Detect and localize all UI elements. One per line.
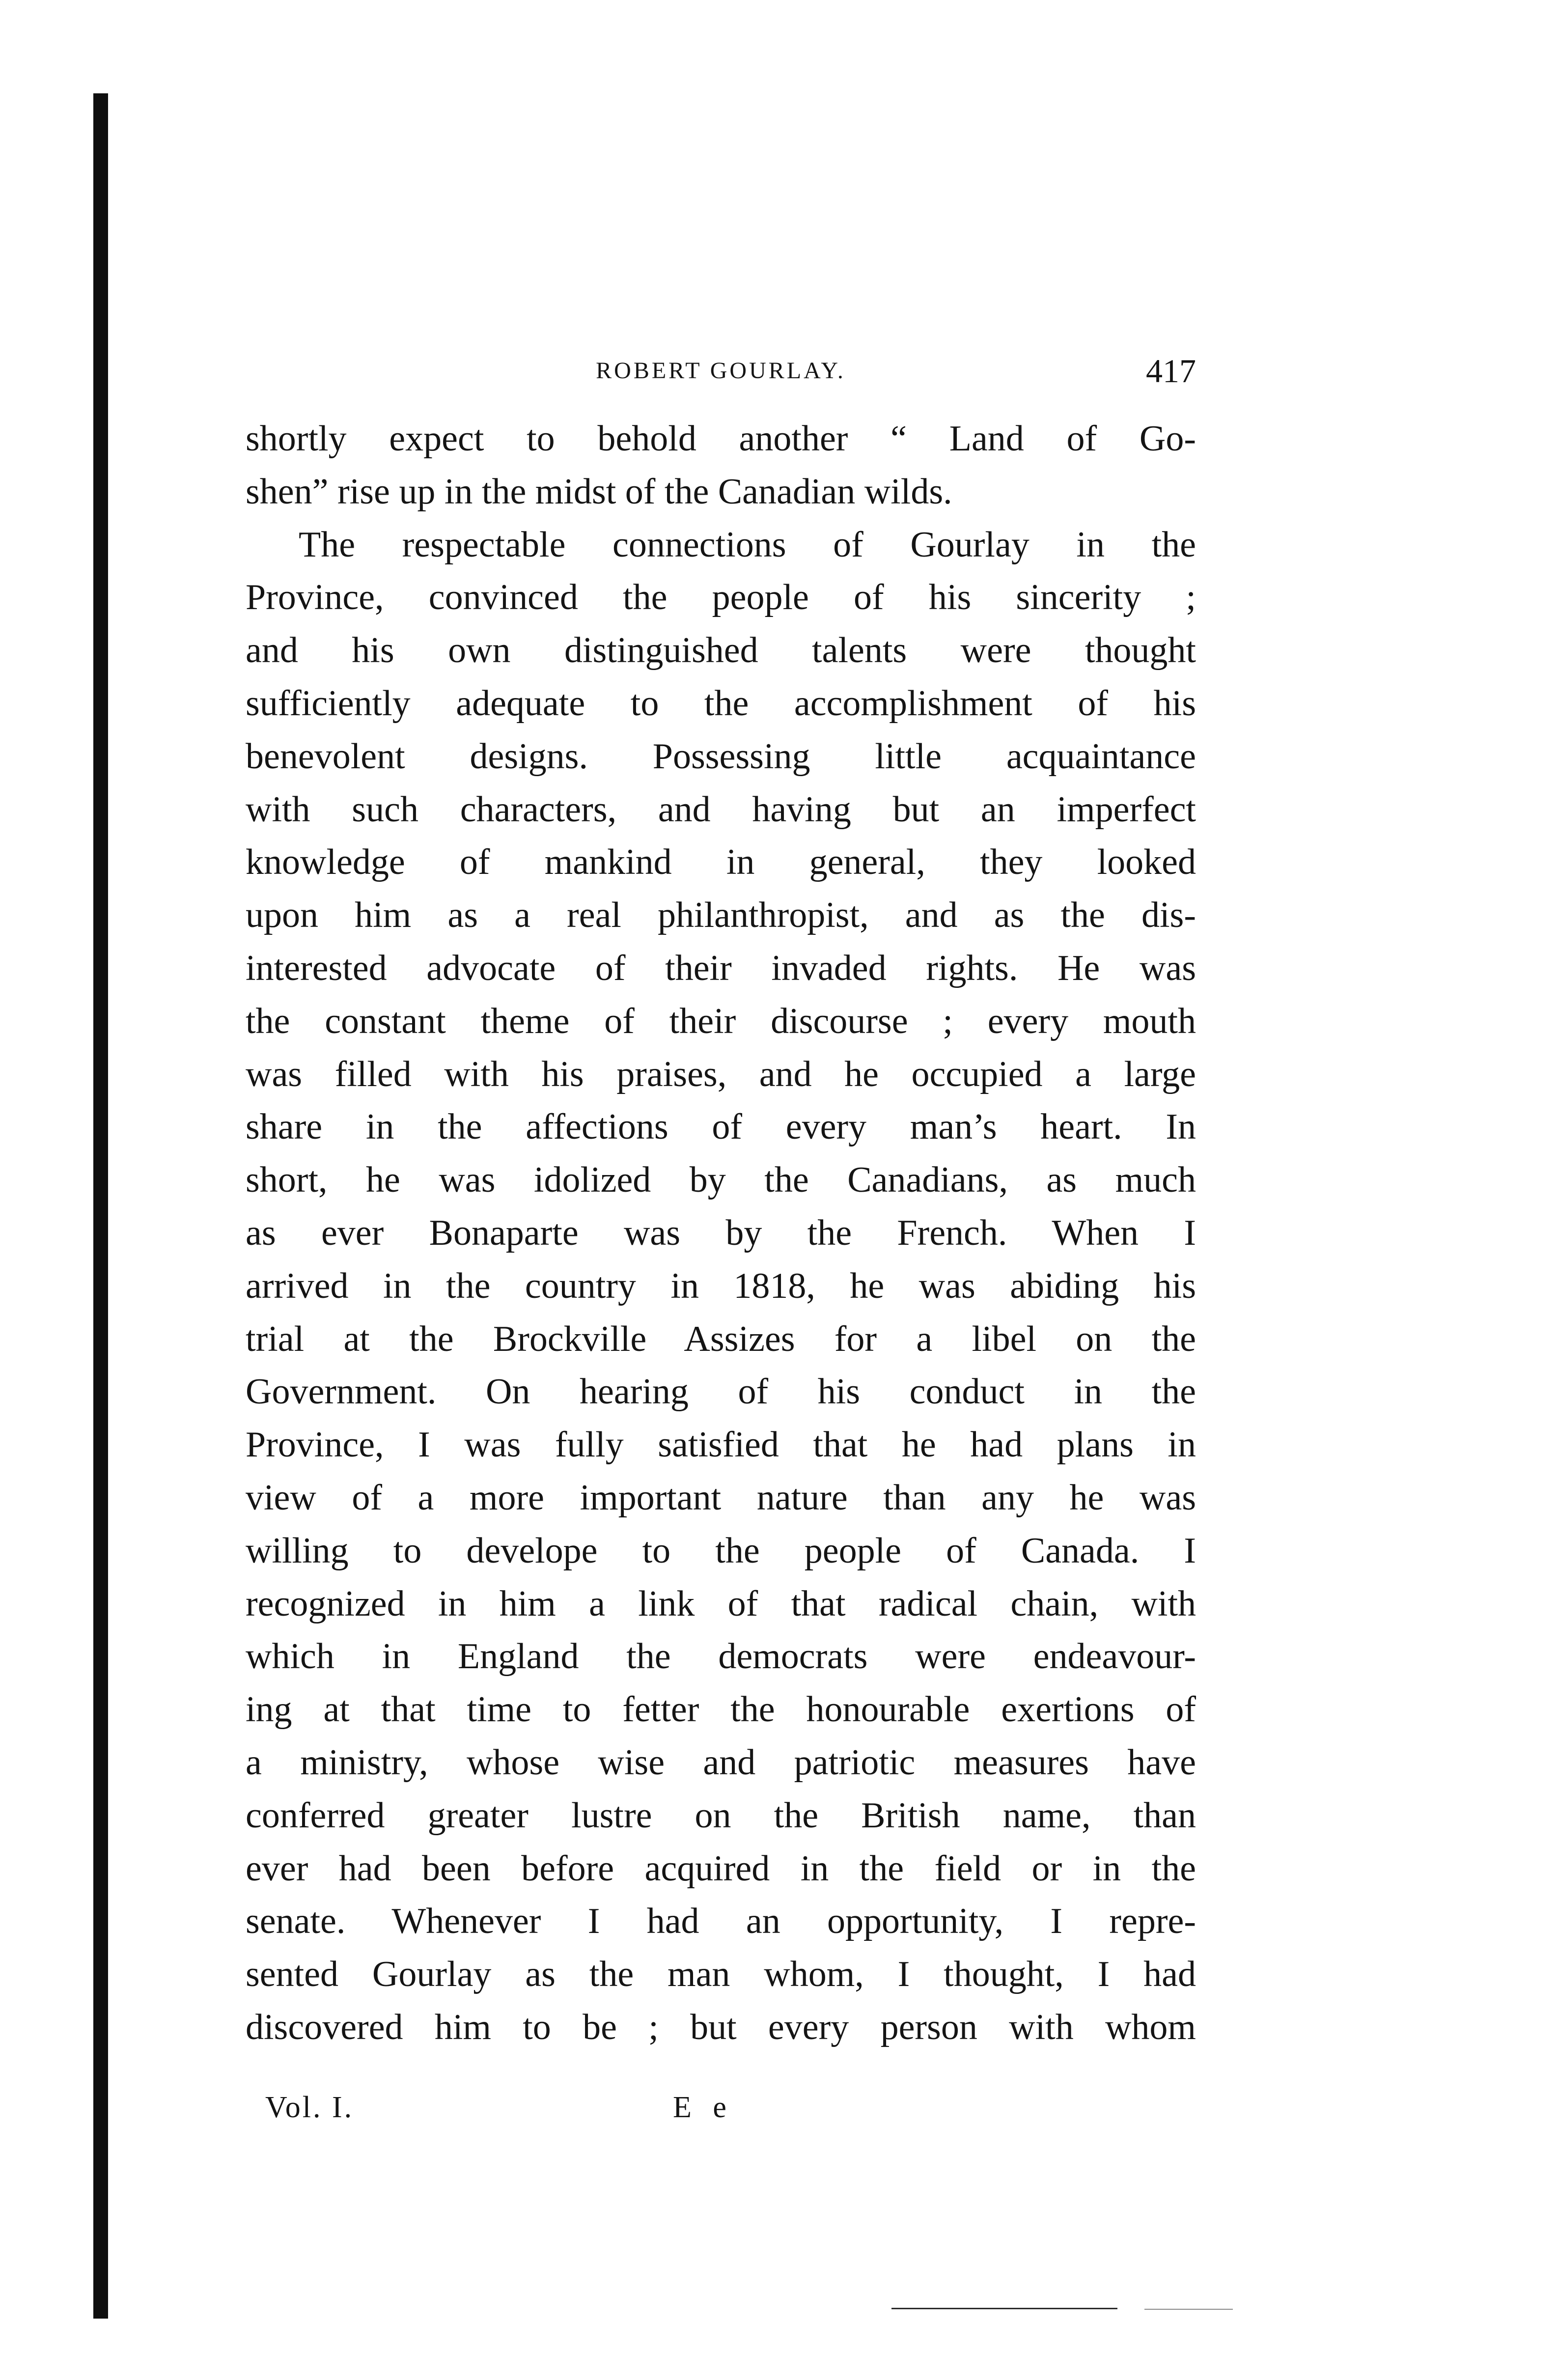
text-line: share in the affections of every man’s heart. In [246,1107,1196,1148]
text-line: shen” rise up in the midst of the Canadian wilds. [246,471,952,512]
text-line: which in England the democrats were endeavour- [246,1636,1196,1677]
bottom-rule [891,2308,1117,2309]
text-line: interested advocate of their invaded rights. He was [246,948,1196,988]
running-head: ROBERT GOURLAY. [596,358,846,384]
text-line: conferred greater lustre on the British name, than [246,1795,1196,1836]
signature-mark: Vol. I. [265,2091,354,2124]
text-line: discovered him to be ; but every person with whom [246,2007,1196,2047]
text-line: a ministry, whose wise and patriotic measures have [246,1742,1196,1783]
text-line: and his own distinguished talents were thought [246,630,1196,671]
text-line: shortly expect to behold another “ Land of Go- [246,419,1196,459]
text-line: view of a more important nature than any he was [246,1477,1196,1518]
text-line: upon him as a real philanthropist, and as the dis- [246,895,1196,936]
text-line: ever had been before acquired in the field or in the [246,1848,1196,1889]
bottom-rule-dashed [1144,2309,1233,2310]
text-line: Province, convinced the people of his sincerity ; [246,577,1196,618]
binding-edge [93,93,108,2319]
page-footer [265,2080,953,2134]
text-line: willing to develope to the people of Canada. I [246,1530,1196,1571]
page-header [246,346,1196,395]
text-line: with such characters, and having but an imperfect [246,789,1196,830]
text-line: short, he was idolized by the Canadians, as much [246,1160,1196,1201]
body-text [246,413,1196,2054]
text-line: the constant theme of their discourse ; every mouth [246,1001,1196,1041]
text-line: recognized in him a link of that radical chain, with [246,1583,1196,1624]
text-line: ing at that time to fetter the honourable exertions of [246,1689,1196,1730]
text-line: sented Gourlay as the man whom, I thought, I had [246,1954,1196,1995]
text-line: was filled with his praises, and he occupied a large [246,1054,1196,1094]
page-number: 417 [1146,352,1196,390]
text-line: sufficiently adequate to the accomplishment of his [246,683,1196,724]
text-line: Government. On hearing of his conduct in the [246,1372,1196,1412]
text-line: arrived in the country in 1818, he was abiding his [246,1265,1196,1306]
signature-letters: E e [673,2091,733,2124]
text-line: benevolent designs. Possessing little acquaintance [246,736,1196,777]
text-line: as ever Bonaparte was by the French. When I [246,1212,1196,1253]
text-line: knowledge of mankind in general, they looked [246,842,1196,883]
text-line: Province, I was fully satisfied that he had plans in [246,1425,1196,1465]
text-line: senate. Whenever I had an opportunity, I repre- [246,1901,1196,1942]
text-line: trial at the Brockville Assizes for a libel on the [246,1318,1196,1359]
text-line: The respectable connections of Gourlay in the [299,524,1196,565]
